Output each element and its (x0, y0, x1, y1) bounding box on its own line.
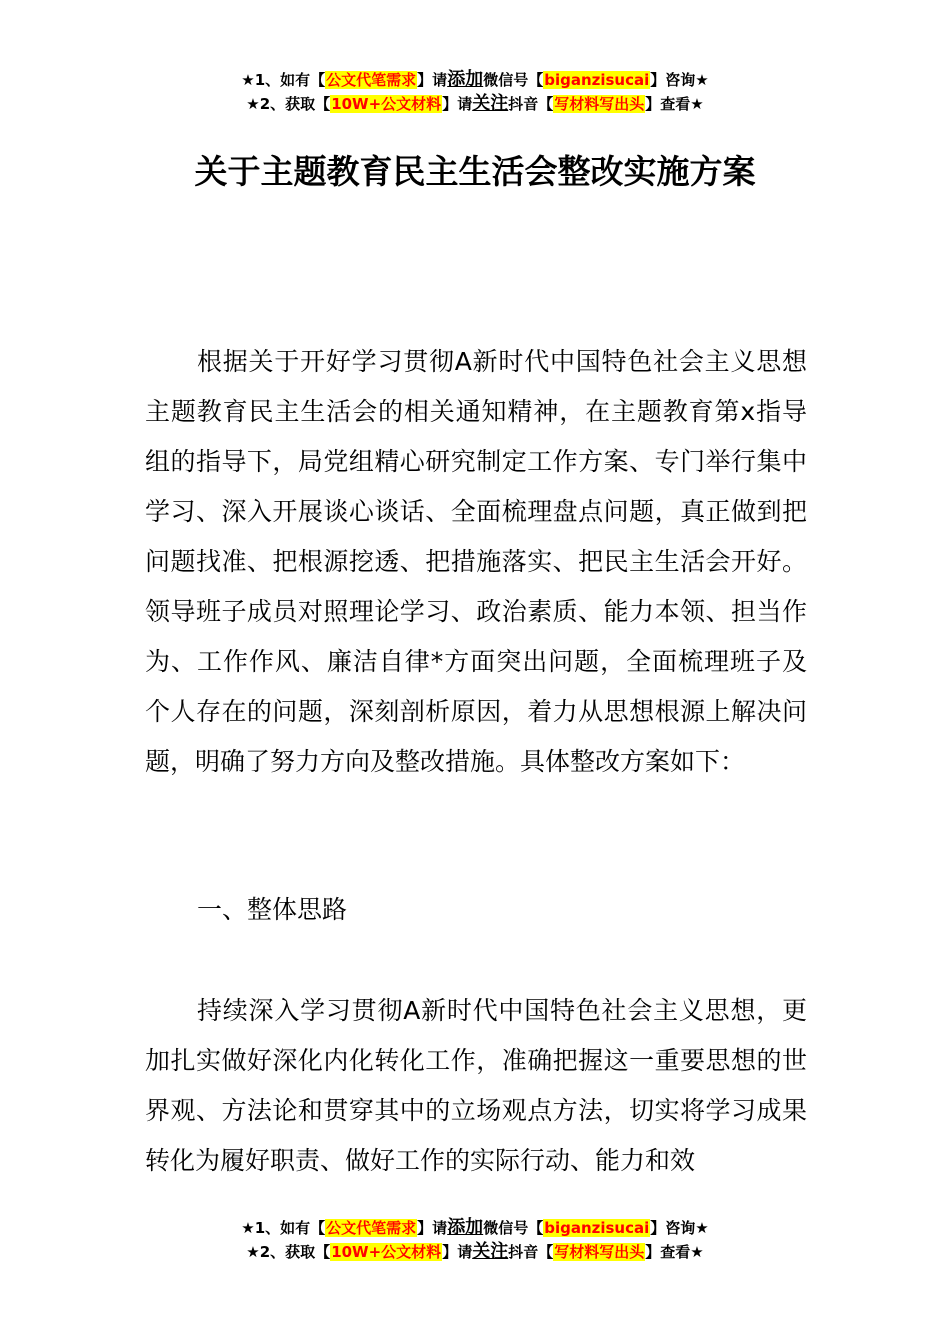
highlight-service: 公文代笔需求 (326, 71, 417, 89)
paragraph-overall-approach: 持续深入学习贯彻A新时代中国特色社会主义思想，更加扎实做好深化内化转化工作，准确把握这一重要思想的世界观、方法论和贯穿其中的立场观点方法，切实将学习成果转化为履好职责、做好工作的实际行动、能力和效 (145, 996, 807, 1175)
banner-line-1: ★1、如有【公文代笔需求】请添加微信号【biganzisucai】咨询★ (241, 69, 709, 90)
paragraph-intro: 根据关于开好学习贯彻A新时代中国特色社会主义思想主题教育民主生活会的相关通知精神，在主题教育第x指导组的指导下，局党组精心研究制定工作方案、专门举行集中学习、深入开展谈心谈话、全面梳理盘点问题，真正做到把问题找准、把根源挖透、把措施落实、把民主生活会开好。领导班子成员对照理论学习、政治素质、能力本领、担当作为、工作作风、廉洁自律*方面突出问题，全面梳理班子及个人存在的问题，深刻剖析原因，着力从思想根源上解决问题，明确了努力方向及整改措施。具体整改方案如下： (145, 347, 807, 776)
footer-banner (0, 1216, 950, 1264)
highlight-materials: 10W+公文材料 (331, 1243, 442, 1261)
banner-line-1: ★1、如有【公文代笔需求】请添加微信号【biganzisucai】咨询★ (241, 1217, 709, 1238)
highlight-wechat-id: biganzisucai (544, 1219, 650, 1237)
banner-line-2: ★2、获取【10W+公文材料】请关注抖音【写材料写出头】查看★ (246, 93, 704, 114)
banner-line-2: ★2、获取【10W+公文材料】请关注抖音【写材料写出头】查看★ (246, 1241, 704, 1262)
emphasis-add: 添加 (447, 1217, 484, 1238)
emphasis-follow: 关注 (472, 1241, 509, 1262)
emphasis-follow: 关注 (472, 93, 509, 114)
highlight-wechat-id: biganzisucai (544, 71, 650, 89)
emphasis-add: 添加 (447, 69, 484, 90)
highlight-douyin-account: 写材料写出头 (554, 1243, 645, 1261)
header-banner (0, 68, 950, 116)
highlight-materials: 10W+公文材料 (331, 95, 442, 113)
section-heading-overall-approach: 一、整体思路 (197, 895, 348, 924)
highlight-douyin-account: 写材料写出头 (554, 95, 645, 113)
highlight-service: 公文代笔需求 (326, 1219, 417, 1237)
document-title: 关于主题教育民主生活会整改实施方案 (194, 152, 756, 191)
